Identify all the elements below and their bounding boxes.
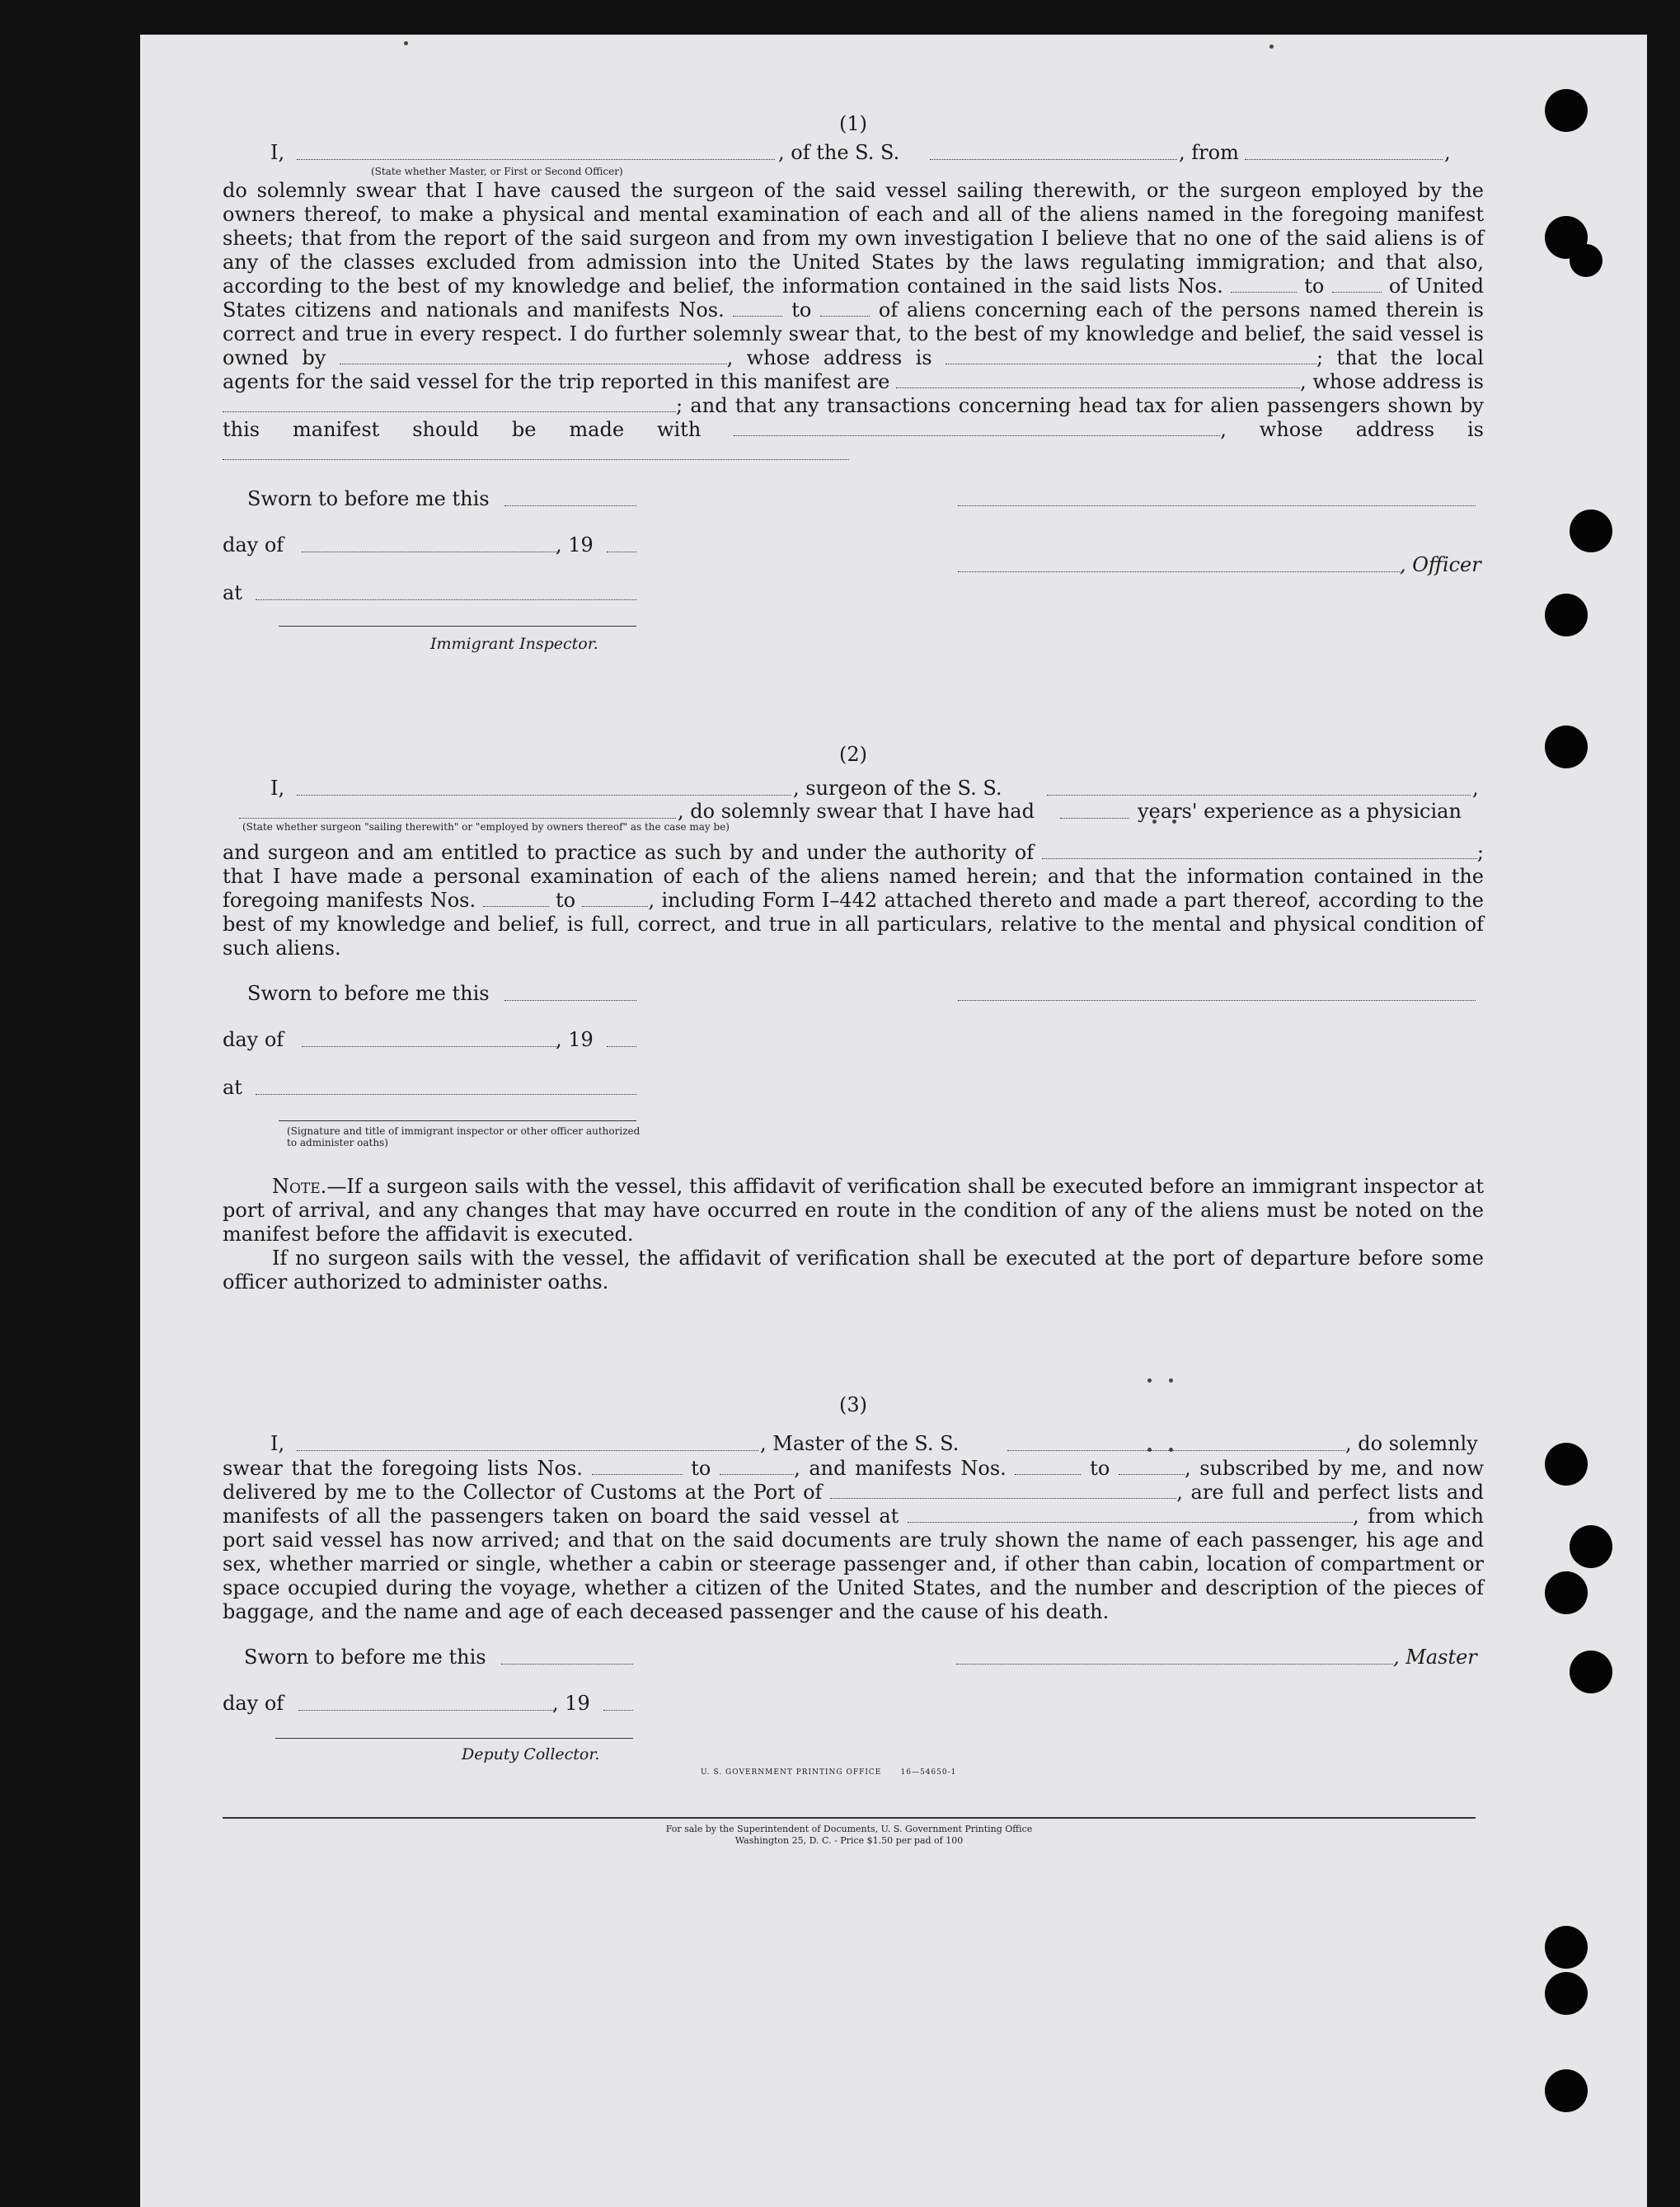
officer-signature-field[interactable] <box>958 489 1476 506</box>
surgeon-of-label: , surgeon of the S. S. <box>793 777 1002 800</box>
section-1-opening <box>223 139 1484 179</box>
section-1-text-7: , whose address is <box>1220 418 1484 441</box>
manifests-to-field[interactable] <box>820 299 870 317</box>
lists-to-field[interactable] <box>1332 275 1382 293</box>
footer-rule <box>223 1817 1476 1819</box>
vessel-name-field[interactable] <box>930 143 1177 160</box>
note-2: If no surgeon sails with the vessel, the affidavit of verification shall be executed at the port of departure before some officer authorized to administer oaths. <box>223 1247 1484 1294</box>
authorized-officer-signature-line[interactable] <box>279 1120 636 1121</box>
at-label: at <box>223 581 242 604</box>
day-of-label: day of <box>223 1028 284 1051</box>
year-label: , 19 <box>556 1028 594 1051</box>
deputy-label: Deputy Collector. <box>462 1745 600 1763</box>
binder-hole <box>1545 89 1588 132</box>
binder-hole <box>1570 1525 1612 1568</box>
year-field[interactable] <box>607 535 636 552</box>
authority-field[interactable] <box>1042 842 1477 859</box>
sworn-date-field[interactable] <box>504 984 636 1001</box>
do-solemnly-label: , do solemnly <box>1345 1432 1478 1455</box>
whose-address-label: , whose address is <box>726 346 932 369</box>
binder-hole <box>1570 509 1612 552</box>
deputy-signature-line[interactable] <box>275 1738 633 1739</box>
binder-hole <box>1545 725 1588 768</box>
section-1-text-4: that the local agents for the said vessel for the trip reported in this manifest are <box>223 346 1484 393</box>
section-1-oath <box>223 487 1484 677</box>
to-label: to <box>555 889 576 912</box>
month-field[interactable] <box>298 1693 554 1711</box>
speck <box>1269 45 1274 49</box>
officer-label: , Officer <box>1400 553 1481 576</box>
year-field[interactable] <box>603 1693 633 1711</box>
years-field[interactable] <box>1060 801 1129 819</box>
affidavit-document <box>223 89 1484 1860</box>
binder-hole <box>1545 1443 1588 1486</box>
section-3-opening <box>223 1432 1484 1457</box>
section-2-opening <box>223 777 1484 831</box>
vessel-name-field-2[interactable] <box>1047 778 1471 796</box>
head-tax-address-field[interactable] <box>223 443 849 460</box>
master-label: , Master <box>1393 1646 1477 1669</box>
section-3-text-3: , subscribed by me, and now delivered by me to the Collector of Customs at the Port of <box>223 1457 1485 1504</box>
at-place-field[interactable] <box>256 583 636 600</box>
manifests-to-field-2[interactable] <box>582 890 648 907</box>
day-of-label: day of <box>223 1692 284 1715</box>
i-label: I, <box>270 141 285 164</box>
section-3-text-5: , from which port said vessel has now arrived; and that on the said documents are truly shown the name of each passenger, his age and sex, whether married or single, whether a cabin or steerage passenger and, if other than cabin, location of compartment or space occupied during the voyage, whether a citizen of the United States, and the number and description of the pieces of baggage, and the name and age of each deceased passenger and the cause of his death. <box>223 1505 1484 1623</box>
footer-line-1: For sale by the Superintendent of Documents, U. S. Government Printing Office <box>665 1824 1033 1834</box>
comma: , <box>1472 777 1479 800</box>
footer-line-2: Washington 25, D. C. - Price $1.50 per pad of 100 <box>734 1835 964 1846</box>
lists-from-field[interactable] <box>1231 275 1297 293</box>
embarkation-port-field[interactable] <box>908 1505 1353 1523</box>
month-field[interactable] <box>302 1030 557 1047</box>
rank-caption: (State whether Master, or First or Second Officer) <box>371 166 623 177</box>
master-name-field[interactable] <box>297 1434 758 1451</box>
section-2-body: and surgeon and am entitled to practice as such by and under the authority of ; that I have made a personal examination of each of the aliens named herein; and that the information contained in the foregoing manifests Nos. to , including Form I–442 attached thereto and made a part thereof, according to the best of my knowledge and belief, is full, correct, and true in all particulars, relative to the mental and physical condition of such aliens. <box>223 841 1485 960</box>
vessel-name-field-3[interactable] <box>1007 1434 1345 1451</box>
binder-hole <box>1545 1571 1588 1614</box>
note-1-text: —If a surgeon sails with the vessel, this affidavit of verification shall be executed before an immigrant inspector at port of arrival, and any changes that may have occurred en route in the condition of any of the aliens must be noted on the manifest before the affidavit is executed. <box>223 1175 1484 1246</box>
from-port-field[interactable] <box>1245 143 1443 160</box>
section-3-text-1: swear that the foregoing lists Nos. <box>223 1457 583 1480</box>
note-1 <box>223 1175 1484 1247</box>
section-1-text-2: of United States citizens and nationals and manifests Nos. <box>223 275 1485 322</box>
master-signature-field[interactable] <box>956 1647 1393 1665</box>
sworn-label: Sworn to before me this <box>247 487 490 510</box>
speck <box>404 41 408 45</box>
comma: , <box>1444 141 1451 164</box>
at-place-field[interactable] <box>256 1078 636 1095</box>
section-1-text-6: ; and that any transactions concerning head tax for alien passengers shown by this manifest should be made with <box>223 394 1484 441</box>
section-1-body: do solemnly swear that I have caused the surgeon of the said vessel sailing therewith, or the surgeon employed by the owners thereof, to make a physical and mental examination of each and all of the aliens named in the foregoing manifest sheets; that from the report of the said surgeon and from my own investigation I believe that no one of the said aliens is of any of the classes excluded from admission into the United States by the laws regulating immigration; and that also, according to the best of my knowledge and belief, the information contained in the said lists Nos. to of United States citizens and nationals and manifests Nos. to of aliens concerning each of the persons named therein is correct and true in every respect. I do further solemnly swear that, to the best of my knowledge and belief, the said vessel is owned by , whose address is ; that the local agents for the said vessel for the trip reported in this manifest are , whose address is ; and that any transactions concerning head tax for alien passengers shown by this manifest should be made with , whose address is <box>223 179 1484 466</box>
manifests-to-field-3[interactable] <box>1119 1458 1185 1475</box>
manifests-from-field-3[interactable] <box>1015 1458 1081 1475</box>
inspector-signature-line[interactable] <box>279 626 636 627</box>
port-field[interactable] <box>830 1482 1176 1499</box>
sworn-date-field[interactable] <box>501 1647 633 1665</box>
surgeon-status-caption: (State whether surgeon "sailing therewith" or "employed by owners thereof" as the case may be) <box>242 821 730 833</box>
from-label: , from <box>1179 141 1239 164</box>
to-label: to <box>1304 275 1325 298</box>
agents-address-field[interactable] <box>223 395 676 412</box>
sworn-label: Sworn to before me this <box>247 982 490 1005</box>
lists-to-field-3[interactable] <box>720 1458 794 1475</box>
binder-hole <box>1545 2069 1588 2112</box>
binder-hole <box>1545 1926 1588 1969</box>
had-label: , do solemnly swear that I have had <box>678 800 1035 823</box>
to-label: to <box>791 298 812 322</box>
at-label: at <box>223 1076 242 1099</box>
of-ss-label: , of the S. S. <box>778 141 900 164</box>
signature-caption: (Signature and title of immigrant inspector or other officer authorized to administer oaths) <box>287 1125 641 1148</box>
section-3-text-2: , and manifests Nos. <box>794 1457 1007 1480</box>
section-2-text-1: and surgeon and am entitled to practice as such by and under the authority of <box>223 841 1035 864</box>
officer-rank-field[interactable] <box>297 143 775 160</box>
print-code: U. S. GOVERNMENT PRINTING OFFICE 16—54650-1 <box>701 1768 957 1777</box>
surgeon-signature-field[interactable] <box>958 984 1476 1001</box>
i-label: I, <box>270 777 285 800</box>
section-2-oath <box>223 982 1484 1170</box>
section-3-text-4: , are full and perfect lists and manifests of all the passengers taken on board the said vessel at <box>223 1481 1484 1528</box>
day-of-label: day of <box>223 533 284 556</box>
officer-title-field[interactable] <box>958 555 1403 572</box>
binder-hole <box>1570 1651 1612 1693</box>
manifests-from-field[interactable] <box>733 299 782 317</box>
agents-field[interactable] <box>896 371 1300 388</box>
year-label: , 19 <box>556 533 594 556</box>
to-label: to <box>1090 1457 1110 1480</box>
section-2-number: (2) <box>839 743 867 766</box>
lists-from-field-3[interactable] <box>592 1458 683 1475</box>
section-1-text-5: whose address is <box>1312 370 1484 393</box>
section-2-text-2: that I have made a personal examination of each of the aliens named herein; and that the information contained in the foregoing manifests Nos. <box>223 865 1484 912</box>
binder-hole <box>1545 594 1588 636</box>
section-1-text-1: do solemnly swear that I have caused the surgeon of the said vessel sailing therewith, or the surgeon employed by the owners thereof, to make a physical and mental examination of each and all of the aliens named in the foregoing manifest sheets; that from the report of the said surgeon and from my own investigation I believe that no one of the said aliens is of any of the classes excluded from admission into the United States by the laws regulating immigration; and that also, according to the best of my knowledge and belief, the information contained in the said lists Nos. <box>223 179 1484 298</box>
year-field[interactable] <box>607 1030 636 1047</box>
years-label: years' experience as a physician <box>1138 800 1462 823</box>
binder-hole <box>1545 1972 1588 2015</box>
section-3-oath <box>223 1646 1484 1794</box>
month-field[interactable] <box>302 535 557 552</box>
section-3-body <box>223 1457 1484 1624</box>
section-3-number: (3) <box>839 1393 867 1416</box>
section-2-text-3: , including Form I–442 attached thereto and made a part thereof, according to the best of my knowledge and belief, is full, correct, and true in all particulars, relative to the mental and physical condition of such aliens. <box>223 889 1485 960</box>
manifests-from-field-2[interactable] <box>483 890 549 907</box>
footer <box>223 1794 1484 1860</box>
section-1-text-3: of aliens concerning each of the persons named therein is correct and true in every respect. I do further solemnly swear that, to the best of my knowledge and belief, the said vessel is owned by <box>223 298 1484 369</box>
surgeon-name-field[interactable] <box>297 778 791 796</box>
to-label: to <box>691 1457 711 1480</box>
sworn-label: Sworn to before me this <box>244 1646 486 1669</box>
note-label: Note. <box>272 1175 327 1198</box>
inspector-label: Immigrant Inspector. <box>430 635 598 653</box>
owner-address-field[interactable] <box>946 347 1316 364</box>
surgeon-status-field[interactable] <box>239 801 676 819</box>
binder-hole <box>1570 244 1603 277</box>
year-label: , 19 <box>552 1692 590 1715</box>
sworn-date-field[interactable] <box>504 489 636 506</box>
owner-field[interactable] <box>340 347 727 364</box>
i-label: I, <box>270 1432 285 1455</box>
head-tax-contact-field[interactable] <box>734 419 1220 436</box>
section-1-number: (1) <box>839 112 867 135</box>
master-of-label: , Master of the S. S. <box>760 1432 960 1455</box>
